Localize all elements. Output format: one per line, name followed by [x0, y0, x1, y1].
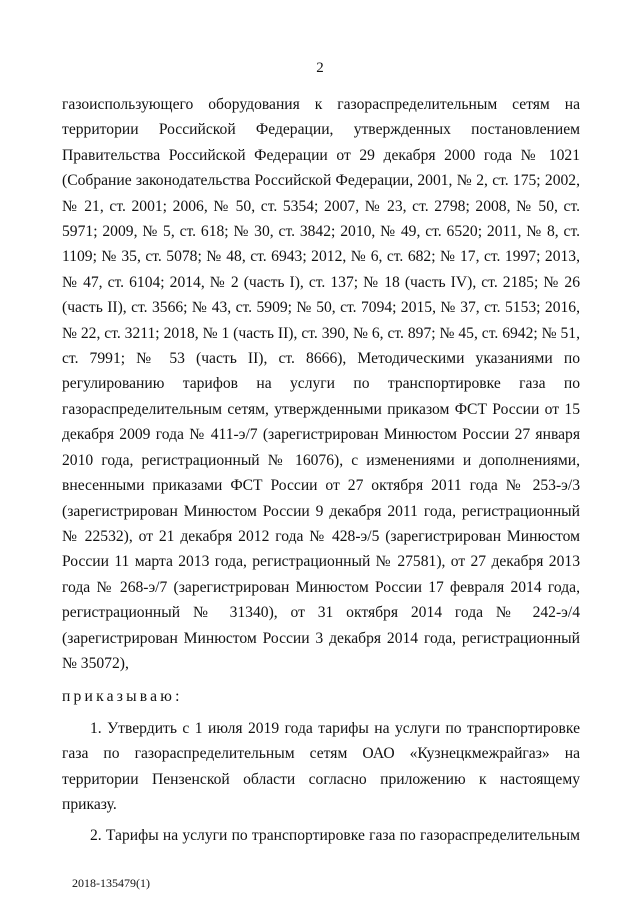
- item-2: 2. Тарифы на услуги по транспортировке газа по газораспределительным: [90, 827, 580, 845]
- intro-paragraph: газоиспользующего оборудования к газораспределительным сетям на территории Российской Федерации, утвержденных постановлением Правительства Российской Федерации от 29 декабря 2000 года № 1021 (Собрание законодательства Российской Федерации, 2001, № 2, ст. 175; 2002, № 21, ст. 2001; 2006, № 50, ст. 5354; 2007, № 23, ст. 2798; 2008, № 50, ст. 5971; 2009, № 5, ст. 618; № 30, ст. 3842; 2010, № 49, ст. 6520; 2011, № 8, ст. 1109; № 35, ст. 5078; № 48, ст. 6943; 2012, № 6, ст. 682; № 17, ст. 1997; 2013, № 47, ст. 6104; 2014, № 2 (часть I), ст. 137; № 18 (часть IV), ст. 2185; № 26 (часть II), ст. 3566; № 43, ст. 5909; № 50, ст. 7094; 2015, № 37, ст. 5153; 2016, № 22, ст. 3211; 2018, № 1 (часть II), ст. 390, № 6, ст. 897; № 45, ст. 6942; № 51, ст. 7991; № 53 (часть II), ст. 8666), Методическими указаниями по регулированию тарифов на услуги по транспортировке газа по газораспределительным сетям, утвержденными приказом ФСТ России от 15 декабря 2009 года № 411-э/7 (зарегистрирован Минюстом России 27 января 2010 года, регистрационный № 16076), с изменениями и дополнениями, внесенными приказами ФСТ России от 27 октября 2011 года № 253-э/3 (зарегистрирован Минюстом России 9 декабря 2011 года, регистрационный № 22532), от 21 декабря 2012 года № 428-э/5 (зарегистрирован Минюстом России 11 марта 2013 года, регистрационный № 27581), от 27 декабря 2013 года № 268-э/7 (зарегистрирован Минюстом России 17 февраля 2014 года, регистрационный № 31340), от 31 октября 2014 года № 242-э/4 (зарегистрирован Минюстом России 3 декабря 2014 года, регистрационный № 35072),: [62, 96, 580, 672]
- item-1: 1. Утвердить с 1 июля 2019 года тарифы на услуги по транспортировке газа по газораспределительным сетям ОАО «Кузнецкмежрайгаз» на территории Пензенской области согласно приложению к настоящему приказу.: [62, 719, 580, 813]
- page-number: 2: [316, 60, 324, 76]
- document-code: 2018-135479(1): [72, 876, 150, 890]
- document-body: [62, 92, 580, 849]
- decree-word: приказываю:: [62, 688, 183, 706]
